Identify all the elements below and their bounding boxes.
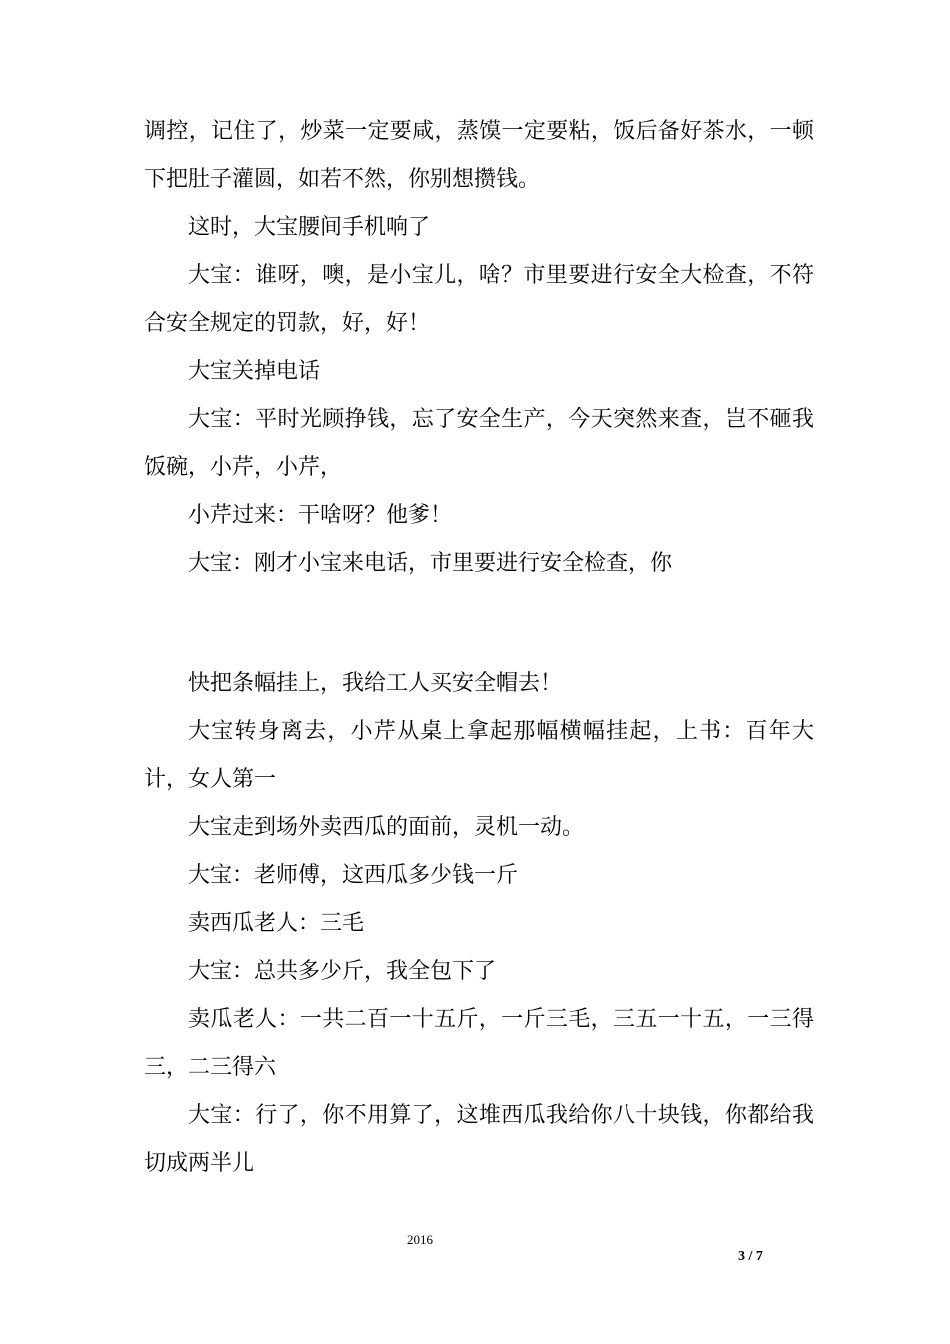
paragraph: 卖西瓜老人：三毛 xyxy=(188,911,365,936)
paragraph: 大宝：行了，你不用算了，这堆西瓜我给你八十块钱，你都给我切成两半儿 xyxy=(144,1103,814,1176)
paragraph: 大宝关掉电话 xyxy=(188,359,321,384)
paragraph: 大宝：刚才小宝来电话，市里要进行安全检查，你 xyxy=(188,551,673,576)
page-number: 3 / 7 xyxy=(738,1249,763,1264)
paragraph: 快把条幅挂上，我给工人买安全帽去！ xyxy=(188,671,563,696)
paragraph: 大宝：谁呀，噢，是小宝儿，啥？市里要进行安全大检查，不符合安全规定的罚款，好，好！ xyxy=(144,263,814,336)
text-block-bottom xyxy=(144,660,814,1188)
paragraph: 小芹过来：干啥呀？他爹！ xyxy=(188,503,453,528)
text-block-top xyxy=(144,108,814,588)
paragraph: 大宝：老师傅，这西瓜多少钱一斤 xyxy=(188,863,519,888)
footer-year: 2016 xyxy=(407,1232,433,1247)
paragraph: 大宝：平时光顾挣钱，忘了安全生产，今天突然来查，岂不砸我饭碗，小芹，小芹， xyxy=(144,407,814,480)
paragraph: 卖瓜老人：一共二百一十五斤，一斤三毛，三五一十五，一三得三，二三得六 xyxy=(144,1007,814,1080)
paragraph: 大宝：总共多少斤，我全包下了 xyxy=(188,959,497,984)
paragraph: 这时，大宝腰间手机响了 xyxy=(188,215,431,240)
paragraph: 大宝转身离去，小芹从桌上拿起那幅横幅挂起，上书：百年大计，女人第一 xyxy=(144,719,814,792)
paragraph: 大宝走到场外卖西瓜的面前，灵机一动。 xyxy=(188,815,585,840)
paragraph: 调控，记住了，炒菜一定要咸，蒸馍一定要粘，饭后备好茶水，一顿下把肚子灌圆，如若不然，你别想攒钱。 xyxy=(144,119,814,192)
